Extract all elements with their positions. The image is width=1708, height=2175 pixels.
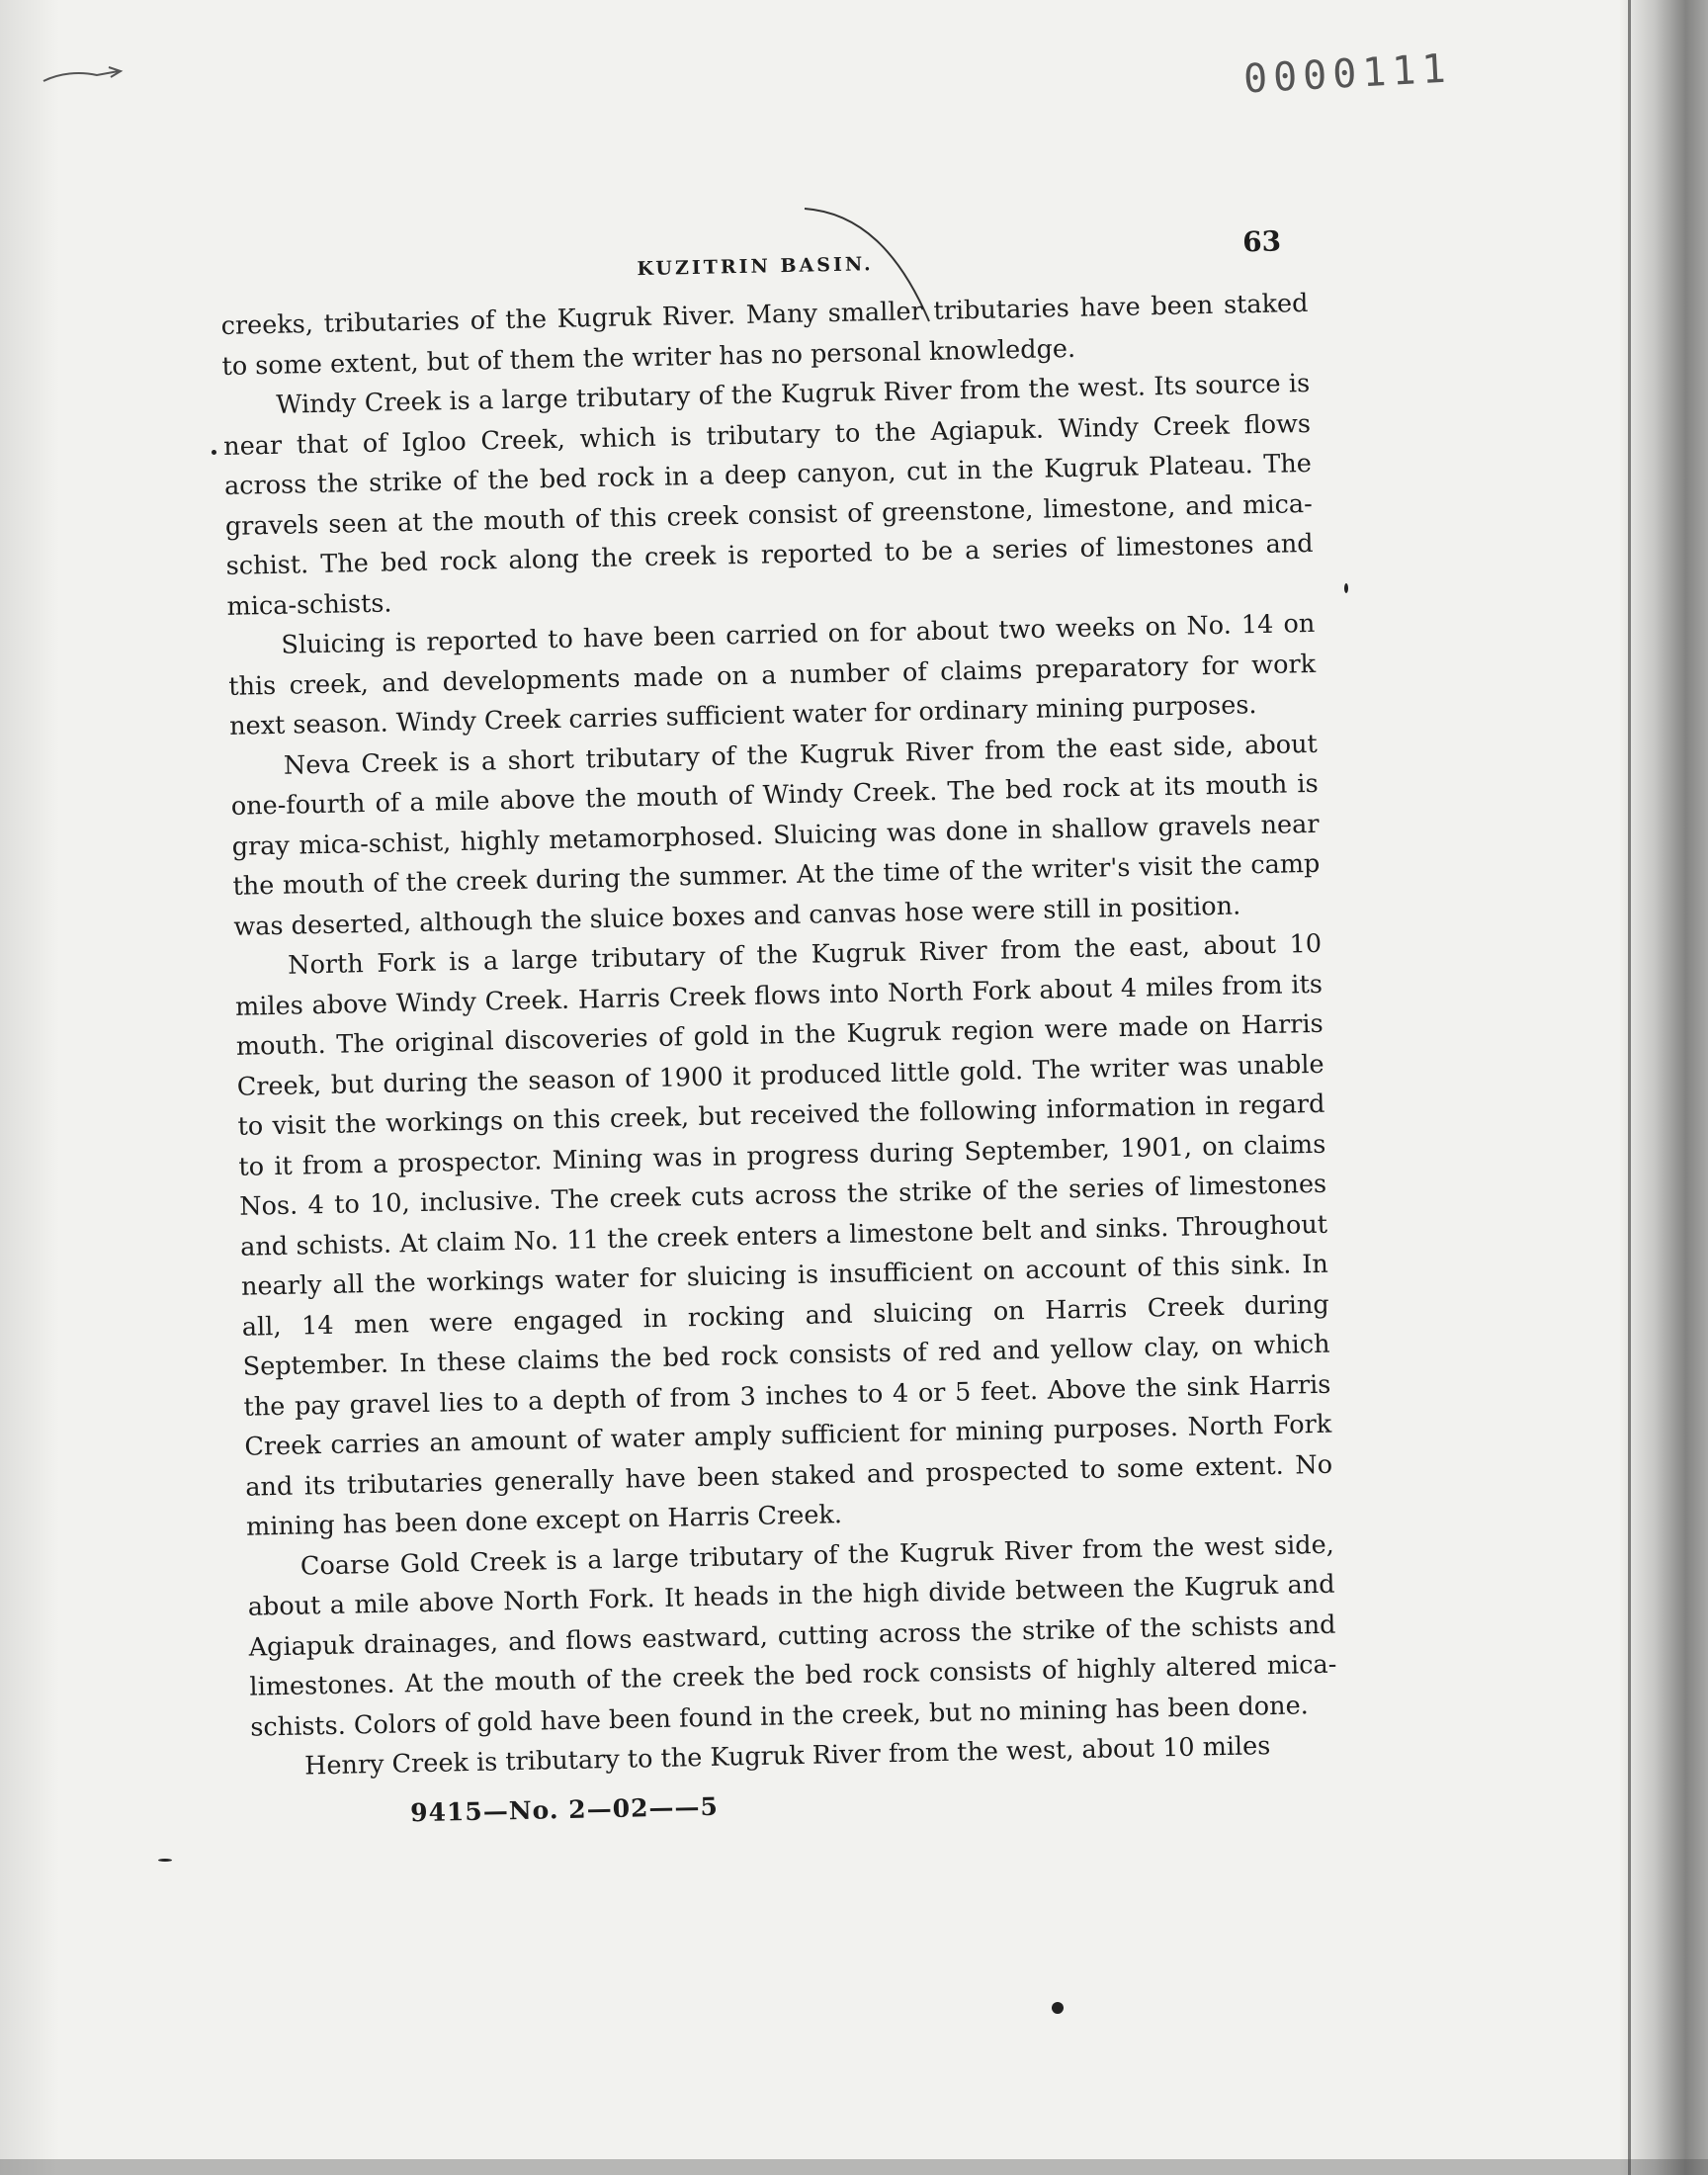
scan-speck <box>1052 2002 1064 2014</box>
signature-line: 9415—No. 2—02——5 <box>409 1791 720 1827</box>
paragraph: Neva Creek is a short tributary of the Kugruk River from the east side, about one-fourth of a mile above the mouth of Windy Creek. The bed rock at its mouth is gray mica-schist, highly metamorphosed. Sluicing was done in shallow gravels near the mouth of the creek during the summer. At the time of the writer's visit the camp was deserted, although the sluice boxes and canvas hose were still in position. <box>230 729 1321 942</box>
body-text <box>220 284 1338 1787</box>
page-number: 63 <box>1241 224 1282 259</box>
scan-shadow-left <box>0 0 59 2175</box>
paragraph: Coarse Gold Creek is a large tributary of the Kugruk River from the west side, about a mile above North Fork. It heads in the high divide between the Kugruk and Agiapuk drainages, and flows eastward, cutting across the strike of the schists and limestones. At the mouth of the creek the bed rock consists of highly altered mica-schists. Colors of gold have been found in the creek, but no mining has been done. <box>247 1529 1337 1743</box>
scan-speck <box>212 450 216 455</box>
paragraph: Sluicing is reported to have been carried on for about two weeks on No. 14 on this creek, and developments made on a number of claims preparatory for work next season. Windy Creek carries sufficient water for ordinary mining purposes. <box>227 608 1317 741</box>
pencil-mark-icon <box>40 59 128 89</box>
scan-shadow-right <box>1619 0 1708 2175</box>
scan-speck <box>1344 583 1348 593</box>
paragraph: Windy Creek is a large tributary of the Kugruk River from the west. Its source is near that of Igloo Creek, which is tributary to the Agiapuk. Windy Creek flows across the strike of the bed rock in a deep canyon, cut in the Kugruk Plateau. The gravels seen at the mouth of this creek consist of greenstone, limestone, and mica-schist. The bed rock along the creek is reported to be a series of limestones and mica-schists. <box>222 368 1314 622</box>
running-title: KUZITRIN BASIN. <box>637 253 874 281</box>
paragraph: Henry Creek is tributary to the Kugruk River from the west, about 10 miles <box>303 1731 1271 1782</box>
scan-page-edge <box>1628 0 1631 2175</box>
scan-speck <box>158 1859 172 1862</box>
paragraph: creeks, tributaries of the Kugruk River. Many smaller tributaries have been staked to some extent, but of them the writer has no personal knowledge. <box>220 288 1309 382</box>
paragraph: North Fork is a large tributary of the Kugruk River from the east, about 10 miles above Windy Creek. Harris Creek flows into North Fork about 4 miles from its mouth. The original discoveries of gold in the Kugruk region were made on Harris Creek, but during the season of 1900 it produced little gold. The writer was unable to visit the workings on this creek, but received the following information in regard to it from a prospector. Mining was in progress during September, 1901, on claims Nos. 4 to 10, inclusive. The creek cuts across the strike of the series of limestones and schists. At claim No. 11 the creek enters a limestone belt and sinks. Throughout nearly all the workings water for sluicing is insufficient on account of this sink. In all, 14 men were engaged in rocking and sluicing on Harris Creek during September. In these claims the bed rock consists of red and yellow clay, on which the pay gravel lies to a depth of from 3 inches to 4 or 5 feet. Above the sink Harris Creek carries an amount of water amply sufficient for mining purposes. North Fork and its tributaries generally have been staked and prospected to some extent. No mining has been done except on Harris Creek. <box>234 928 1333 1542</box>
archive-stamp-number: 0000111 <box>1241 45 1453 103</box>
scan-bottom-edge <box>0 2159 1708 2175</box>
document-page <box>219 224 1339 1830</box>
